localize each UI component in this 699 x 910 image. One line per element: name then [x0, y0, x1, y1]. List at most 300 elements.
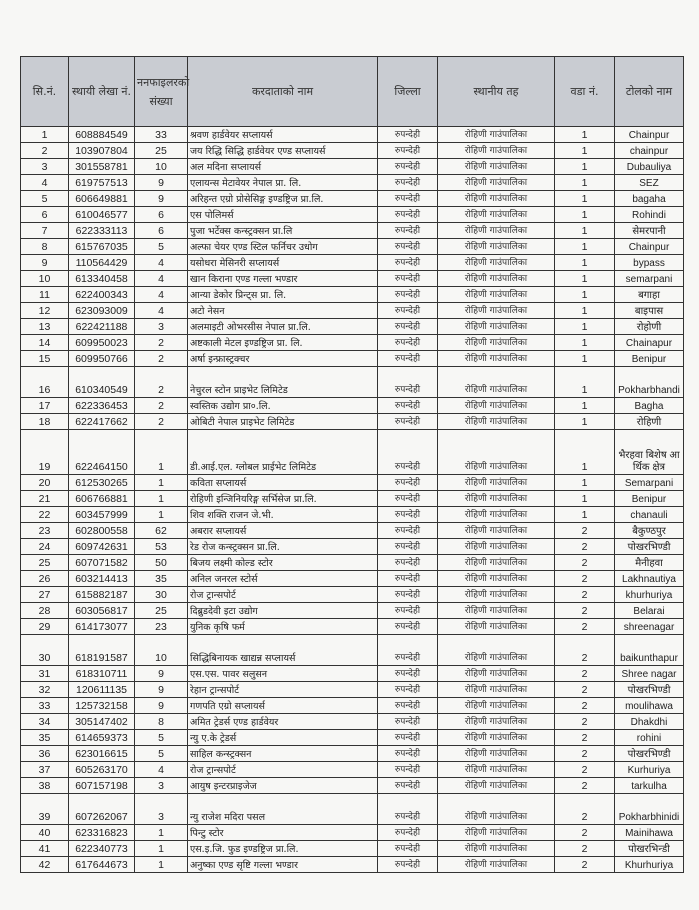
row-local-level: रोहिणी गाउंपालिका — [438, 414, 555, 430]
row-district: रुपन्देही — [378, 603, 438, 619]
row-district: रुपन्देही — [378, 746, 438, 762]
row-pan: 622417662 — [69, 414, 135, 430]
row-local-level: रोहिणी गाउंपालिका — [438, 351, 555, 367]
row-local-level: रोहिणी गाउंपालिका — [438, 303, 555, 319]
row-tole: khurhuriya — [615, 587, 684, 603]
row-tole: Mainihawa — [615, 825, 684, 841]
row-local-level: रोहिणी गाउंपालिका — [438, 825, 555, 841]
row-local-level: रोहिणी गाउंपालिका — [438, 507, 555, 523]
row-ward: 2 — [555, 714, 615, 730]
row-taxpayer-name: अष्टकाली मेटल इण्डष्ट्रिज प्रा. लि. — [188, 335, 378, 351]
row-sn: 27 — [21, 587, 69, 603]
row-tole: Khurhuriya — [615, 857, 684, 873]
row-pan: 610340549 — [69, 367, 135, 398]
row-nonfiler-count: 1 — [135, 507, 188, 523]
row-local-level: रोहिणी गाउंपालिका — [438, 475, 555, 491]
row-sn: 28 — [21, 603, 69, 619]
row-ward: 2 — [555, 825, 615, 841]
row-local-level: रोहिणी गाउंपालिका — [438, 762, 555, 778]
row-nonfiler-count: 5 — [135, 746, 188, 762]
row-taxpayer-name: रेहान ट्रान्सपोर्ट — [188, 682, 378, 698]
row-pan: 623316823 — [69, 825, 135, 841]
row-taxpayer-name: अलमाइटी ओभरसीस नेपाल प्रा.लि. — [188, 319, 378, 335]
row-sn: 29 — [21, 619, 69, 635]
row-nonfiler-count: 1 — [135, 825, 188, 841]
row-nonfiler-count: 1 — [135, 430, 188, 475]
row-taxpayer-name: बिजय लक्ष्मी कोल्ड स्टोर — [188, 555, 378, 571]
row-taxpayer-name: पिन्टु स्टोर — [188, 825, 378, 841]
row-taxpayer-name: एस पोलिमर्स — [188, 207, 378, 223]
row-tole: Dhakdhi — [615, 714, 684, 730]
table-row — [21, 207, 684, 223]
table-row — [21, 635, 684, 666]
row-ward: 1 — [555, 414, 615, 430]
row-local-level: रोहिणी गाउंपालिका — [438, 271, 555, 287]
row-taxpayer-name: एस.इ.जि. फुड इण्डष्ट्रिज प्रा.लि. — [188, 841, 378, 857]
row-pan: 618191587 — [69, 635, 135, 666]
table-row — [21, 619, 684, 635]
row-ward: 2 — [555, 682, 615, 698]
row-taxpayer-name: अनुष्का एण्ड सृष्टि गल्ला भण्डार — [188, 857, 378, 873]
table-row — [21, 555, 684, 571]
row-taxpayer-name: अबरार सप्लायर्स — [188, 523, 378, 539]
row-local-level: रोहिणी गाउंपालिका — [438, 191, 555, 207]
row-nonfiler-count: 2 — [135, 398, 188, 414]
row-pan: 603214413 — [69, 571, 135, 587]
row-nonfiler-count: 6 — [135, 207, 188, 223]
table-row — [21, 398, 684, 414]
row-tole: Benipur — [615, 491, 684, 507]
row-taxpayer-name: गणपति एग्रो सप्लायर्स — [188, 698, 378, 714]
row-nonfiler-count: 2 — [135, 367, 188, 398]
row-pan: 618310711 — [69, 666, 135, 682]
row-pan: 110564429 — [69, 255, 135, 271]
row-sn: 20 — [21, 475, 69, 491]
row-ward: 2 — [555, 587, 615, 603]
row-sn: 16 — [21, 367, 69, 398]
row-tole: Pokharbhinidi — [615, 794, 684, 825]
row-tole: chainpur — [615, 143, 684, 159]
row-district: रुपन्देही — [378, 159, 438, 175]
row-pan: 617644673 — [69, 857, 135, 873]
row-tole: Rohindi — [615, 207, 684, 223]
table-row — [21, 587, 684, 603]
row-pan: 602800558 — [69, 523, 135, 539]
row-nonfiler-count: 9 — [135, 191, 188, 207]
row-taxpayer-name: रोज ट्रान्सपोर्ट — [188, 587, 378, 603]
row-sn: 26 — [21, 571, 69, 587]
row-pan: 609742631 — [69, 539, 135, 555]
row-taxpayer-name: साहिल कन्स्ट्रक्सन — [188, 746, 378, 762]
row-local-level: रोहिणी गाउंपालिका — [438, 571, 555, 587]
row-district: रुपन्देही — [378, 175, 438, 191]
row-nonfiler-count: 1 — [135, 491, 188, 507]
header-ward: वडा नं. — [555, 57, 615, 127]
row-nonfiler-count: 9 — [135, 682, 188, 698]
row-ward: 1 — [555, 223, 615, 239]
row-nonfiler-count: 1 — [135, 475, 188, 491]
row-sn: 33 — [21, 698, 69, 714]
table-row — [21, 730, 684, 746]
row-local-level: रोहिणी गाउंपालिका — [438, 555, 555, 571]
row-tole: moulihawa — [615, 698, 684, 714]
row-sn: 34 — [21, 714, 69, 730]
row-district: रुपन्देही — [378, 367, 438, 398]
table-row — [21, 287, 684, 303]
row-tole: Dubauliya — [615, 159, 684, 175]
row-pan: 125732158 — [69, 698, 135, 714]
row-taxpayer-name: श्रवण हार्डवेयर सप्लायर्स — [188, 127, 378, 143]
row-local-level: रोहिणी गाउंपालिका — [438, 794, 555, 825]
row-ward: 1 — [555, 159, 615, 175]
row-tole: rohini — [615, 730, 684, 746]
row-tole: Shree nagar — [615, 666, 684, 682]
row-ward: 2 — [555, 666, 615, 682]
row-ward: 2 — [555, 794, 615, 825]
row-local-level: रोहिणी गाउंपालिका — [438, 143, 555, 159]
row-nonfiler-count: 1 — [135, 841, 188, 857]
row-district: रुपन्देही — [378, 430, 438, 475]
row-ward: 1 — [555, 127, 615, 143]
row-tole: पोखरभिन्डी — [615, 841, 684, 857]
table-row — [21, 491, 684, 507]
row-tole: SEZ — [615, 175, 684, 191]
row-sn: 40 — [21, 825, 69, 841]
row-tole: Pokharbhandi — [615, 367, 684, 398]
row-tole: bagaha — [615, 191, 684, 207]
row-sn: 23 — [21, 523, 69, 539]
row-ward: 2 — [555, 635, 615, 666]
row-tole: chanauli — [615, 507, 684, 523]
table-row — [21, 523, 684, 539]
row-taxpayer-name: आयुष इन्टरप्राइजेज — [188, 778, 378, 794]
row-tole: मैनीहवा — [615, 555, 684, 571]
table-row — [21, 239, 684, 255]
row-taxpayer-name: कविता सप्लायर्स — [188, 475, 378, 491]
row-district: रुपन्देही — [378, 794, 438, 825]
row-taxpayer-name: एस.एस. पावर सलुसन — [188, 666, 378, 682]
row-tole: Benipur — [615, 351, 684, 367]
row-ward: 1 — [555, 507, 615, 523]
row-local-level: रोहिणी गाउंपालिका — [438, 635, 555, 666]
row-pan: 623016615 — [69, 746, 135, 762]
row-pan: 622400343 — [69, 287, 135, 303]
row-ward: 1 — [555, 335, 615, 351]
row-pan: 607157198 — [69, 778, 135, 794]
row-ward: 2 — [555, 603, 615, 619]
row-district: रुपन्देही — [378, 666, 438, 682]
row-taxpayer-name: नेचुरल स्टोन प्राइभेट लिमिटेड — [188, 367, 378, 398]
row-pan: 610046577 — [69, 207, 135, 223]
row-tole: पोखरभिण्डी — [615, 746, 684, 762]
row-district: रुपन्देही — [378, 191, 438, 207]
table-row — [21, 857, 684, 873]
row-pan: 622421188 — [69, 319, 135, 335]
row-pan: 606766881 — [69, 491, 135, 507]
row-pan: 614173077 — [69, 619, 135, 635]
row-local-level: रोहिणी गाउंपालिका — [438, 430, 555, 475]
row-taxpayer-name: ओबिटी नेपाल प्राइभेट लिमिटेड — [188, 414, 378, 430]
row-nonfiler-count: 8 — [135, 714, 188, 730]
row-nonfiler-count: 33 — [135, 127, 188, 143]
row-pan: 607071582 — [69, 555, 135, 571]
row-local-level: रोहिणी गाउंपालिका — [438, 603, 555, 619]
row-local-level: रोहिणी गाउंपालिका — [438, 746, 555, 762]
row-tole: Chainapur — [615, 335, 684, 351]
row-local-level: रोहिणी गाउंपालिका — [438, 159, 555, 175]
table-row — [21, 714, 684, 730]
row-nonfiler-count: 25 — [135, 143, 188, 159]
row-taxpayer-name: अल मदिना सप्लायर्स — [188, 159, 378, 175]
row-nonfiler-count: 2 — [135, 414, 188, 430]
table-row — [21, 762, 684, 778]
row-nonfiler-count: 62 — [135, 523, 188, 539]
row-district: रुपन्देही — [378, 762, 438, 778]
row-sn: 38 — [21, 778, 69, 794]
row-sn: 3 — [21, 159, 69, 175]
row-tole: shreenagar — [615, 619, 684, 635]
table-row — [21, 430, 684, 475]
row-ward: 2 — [555, 857, 615, 873]
row-nonfiler-count: 53 — [135, 539, 188, 555]
row-taxpayer-name: न्यु ए.के ट्रेडर्स — [188, 730, 378, 746]
row-pan: 613340458 — [69, 271, 135, 287]
row-sn: 39 — [21, 794, 69, 825]
header-local-level: स्थानीय तह — [438, 57, 555, 127]
row-ward: 1 — [555, 351, 615, 367]
table-row — [21, 159, 684, 175]
row-local-level: रोहिणी गाउंपालिका — [438, 367, 555, 398]
row-local-level: रोहिणी गाउंपालिका — [438, 682, 555, 698]
row-ward: 1 — [555, 207, 615, 223]
row-district: रुपन्देही — [378, 414, 438, 430]
row-sn: 35 — [21, 730, 69, 746]
row-pan: 622336453 — [69, 398, 135, 414]
row-district: रुपन्देही — [378, 619, 438, 635]
row-tole: रोहिणी — [615, 414, 684, 430]
row-ward: 1 — [555, 398, 615, 414]
table-row — [21, 191, 684, 207]
row-ward: 1 — [555, 271, 615, 287]
row-pan: 615882187 — [69, 587, 135, 603]
row-nonfiler-count: 9 — [135, 666, 188, 682]
row-taxpayer-name: डी.आई.एल. ग्लोबल प्राईभेट लिमिटेड — [188, 430, 378, 475]
row-taxpayer-name: एलायन्स मेटावेयर नेपाल प्रा. लि. — [188, 175, 378, 191]
table-row — [21, 255, 684, 271]
row-nonfiler-count: 9 — [135, 698, 188, 714]
row-nonfiler-count: 25 — [135, 603, 188, 619]
row-tole: Bagha — [615, 398, 684, 414]
row-pan: 623093009 — [69, 303, 135, 319]
row-tole: bypass — [615, 255, 684, 271]
row-district: रुपन्देही — [378, 398, 438, 414]
row-sn: 17 — [21, 398, 69, 414]
row-ward: 2 — [555, 523, 615, 539]
row-pan: 615767035 — [69, 239, 135, 255]
row-ward: 1 — [555, 239, 615, 255]
document-sheet — [20, 56, 680, 873]
table-row — [21, 475, 684, 491]
row-pan: 603457999 — [69, 507, 135, 523]
row-local-level: रोहिणी गाउंपालिका — [438, 491, 555, 507]
table-row — [21, 841, 684, 857]
row-tole: baikunthapur — [615, 635, 684, 666]
row-taxpayer-name: जय रिद्धि सिद्धि हार्डवेयर एण्ड सप्लायर्स — [188, 143, 378, 159]
row-nonfiler-count: 9 — [135, 175, 188, 191]
row-sn: 21 — [21, 491, 69, 507]
table-row — [21, 778, 684, 794]
table-row — [21, 507, 684, 523]
row-sn: 25 — [21, 555, 69, 571]
table-row — [21, 351, 684, 367]
table-row — [21, 367, 684, 398]
table-row — [21, 666, 684, 682]
row-local-level: रोहिणी गाउंपालिका — [438, 841, 555, 857]
row-taxpayer-name: सिद्धिबिनायक खाद्यन्न सप्लायर्स — [188, 635, 378, 666]
row-district: रुपन्देही — [378, 127, 438, 143]
row-sn: 8 — [21, 239, 69, 255]
row-pan: 103907804 — [69, 143, 135, 159]
row-tole: बाइपास — [615, 303, 684, 319]
row-sn: 32 — [21, 682, 69, 698]
row-ward: 1 — [555, 475, 615, 491]
row-local-level: रोहिणी गाउंपालिका — [438, 698, 555, 714]
row-sn: 10 — [21, 271, 69, 287]
row-district: रुपन्देही — [378, 319, 438, 335]
row-district: रुपन्देही — [378, 491, 438, 507]
row-tole: Semarpani — [615, 475, 684, 491]
row-taxpayer-name: अमित ट्रेडर्स एण्ड हार्डवेयर — [188, 714, 378, 730]
row-ward: 1 — [555, 287, 615, 303]
row-pan: 609950023 — [69, 335, 135, 351]
row-pan: 619757513 — [69, 175, 135, 191]
table-row — [21, 698, 684, 714]
row-sn: 5 — [21, 191, 69, 207]
row-district: रुपन्देही — [378, 635, 438, 666]
row-local-level: रोहिणी गाउंपालिका — [438, 239, 555, 255]
row-taxpayer-name: पुजा भर्टेक्स कन्स्ट्रक्सन प्रा.लि — [188, 223, 378, 239]
row-tole: Lakhnautiya — [615, 571, 684, 587]
row-district: रुपन्देही — [378, 571, 438, 587]
table-row — [21, 303, 684, 319]
row-nonfiler-count: 4 — [135, 271, 188, 287]
row-taxpayer-name: खान किराना एण्ड गल्ला भण्डार — [188, 271, 378, 287]
row-district: रुपन्देही — [378, 507, 438, 523]
row-nonfiler-count: 6 — [135, 223, 188, 239]
row-sn: 31 — [21, 666, 69, 682]
row-ward: 1 — [555, 175, 615, 191]
row-local-level: रोहिणी गाउंपालिका — [438, 207, 555, 223]
row-district: रुपन्देही — [378, 778, 438, 794]
row-taxpayer-name: स्वस्तिक उद्योग प्रा०.लि. — [188, 398, 378, 414]
row-ward: 1 — [555, 430, 615, 475]
row-district: रुपन्देही — [378, 539, 438, 555]
row-taxpayer-name: रोज ट्रान्सपोर्ट — [188, 762, 378, 778]
row-ward: 2 — [555, 555, 615, 571]
table-row — [21, 271, 684, 287]
row-district: रुपन्देही — [378, 730, 438, 746]
row-nonfiler-count: 1 — [135, 857, 188, 873]
row-ward: 2 — [555, 571, 615, 587]
row-taxpayer-name: न्यु राजेश मदिरा पसल — [188, 794, 378, 825]
row-pan: 606649881 — [69, 191, 135, 207]
row-taxpayer-name: अल्फा चेयर एण्ड स्टिल फर्निचर उधोग — [188, 239, 378, 255]
table-row — [21, 127, 684, 143]
table-row — [21, 143, 684, 159]
row-tole: पोखरभिण्डी — [615, 539, 684, 555]
row-sn: 30 — [21, 635, 69, 666]
row-pan: 301558781 — [69, 159, 135, 175]
row-pan: 609950766 — [69, 351, 135, 367]
table-row — [21, 319, 684, 335]
row-ward: 2 — [555, 841, 615, 857]
row-district: रुपन्देही — [378, 335, 438, 351]
row-district: रुपन्देही — [378, 223, 438, 239]
row-tole: semarpani — [615, 271, 684, 287]
table-row — [21, 223, 684, 239]
row-sn: 24 — [21, 539, 69, 555]
row-district: रुपन्देही — [378, 825, 438, 841]
row-district: रुपन्देही — [378, 555, 438, 571]
row-pan: 120611135 — [69, 682, 135, 698]
table-row — [21, 539, 684, 555]
row-district: रुपन्देही — [378, 287, 438, 303]
row-taxpayer-name: रेड रोज कन्स्ट्रक्सन प्रा.लि. — [188, 539, 378, 555]
row-nonfiler-count: 35 — [135, 571, 188, 587]
row-ward: 1 — [555, 491, 615, 507]
row-taxpayer-name: शिव शक्ति राजन जे.भी. — [188, 507, 378, 523]
row-sn: 9 — [21, 255, 69, 271]
table-row — [21, 175, 684, 191]
row-nonfiler-count: 4 — [135, 303, 188, 319]
row-nonfiler-count: 4 — [135, 287, 188, 303]
row-taxpayer-name: अटो नेसन — [188, 303, 378, 319]
row-taxpayer-name: अर्षा इन्फ्रास्ट्रक्चर — [188, 351, 378, 367]
row-pan: 605263170 — [69, 762, 135, 778]
row-district: रुपन्देही — [378, 207, 438, 223]
row-ward: 2 — [555, 746, 615, 762]
row-local-level: रोहिणी गाउंपालिका — [438, 539, 555, 555]
table-row — [21, 825, 684, 841]
row-tole: बगाहा — [615, 287, 684, 303]
row-tole: tarkulha — [615, 778, 684, 794]
row-pan: 614659373 — [69, 730, 135, 746]
row-local-level: रोहिणी गाउंपालिका — [438, 175, 555, 191]
row-sn: 15 — [21, 351, 69, 367]
table-row — [21, 335, 684, 351]
row-ward: 1 — [555, 367, 615, 398]
table-row — [21, 682, 684, 698]
row-local-level: रोहिणी गाउंपालिका — [438, 619, 555, 635]
row-ward: 2 — [555, 539, 615, 555]
nonfiler-taxpayer-table — [20, 56, 684, 873]
row-nonfiler-count: 4 — [135, 255, 188, 271]
row-district: रुपन्देही — [378, 303, 438, 319]
row-tole: रोहोणी — [615, 319, 684, 335]
row-tole: Kurhuriya — [615, 762, 684, 778]
row-local-level: रोहिणी गाउंपालिका — [438, 398, 555, 414]
row-district: रुपन्देही — [378, 714, 438, 730]
row-pan: 622340773 — [69, 841, 135, 857]
row-local-level: रोहिणी गाउंपालिका — [438, 335, 555, 351]
table-row — [21, 414, 684, 430]
row-tole: सेमरपानी — [615, 223, 684, 239]
row-district: रुपन्देही — [378, 351, 438, 367]
row-taxpayer-name: दिब्रुडदेवी इटा उद्योग — [188, 603, 378, 619]
row-nonfiler-count: 3 — [135, 778, 188, 794]
row-tole: Chainpur — [615, 239, 684, 255]
row-sn: 1 — [21, 127, 69, 143]
